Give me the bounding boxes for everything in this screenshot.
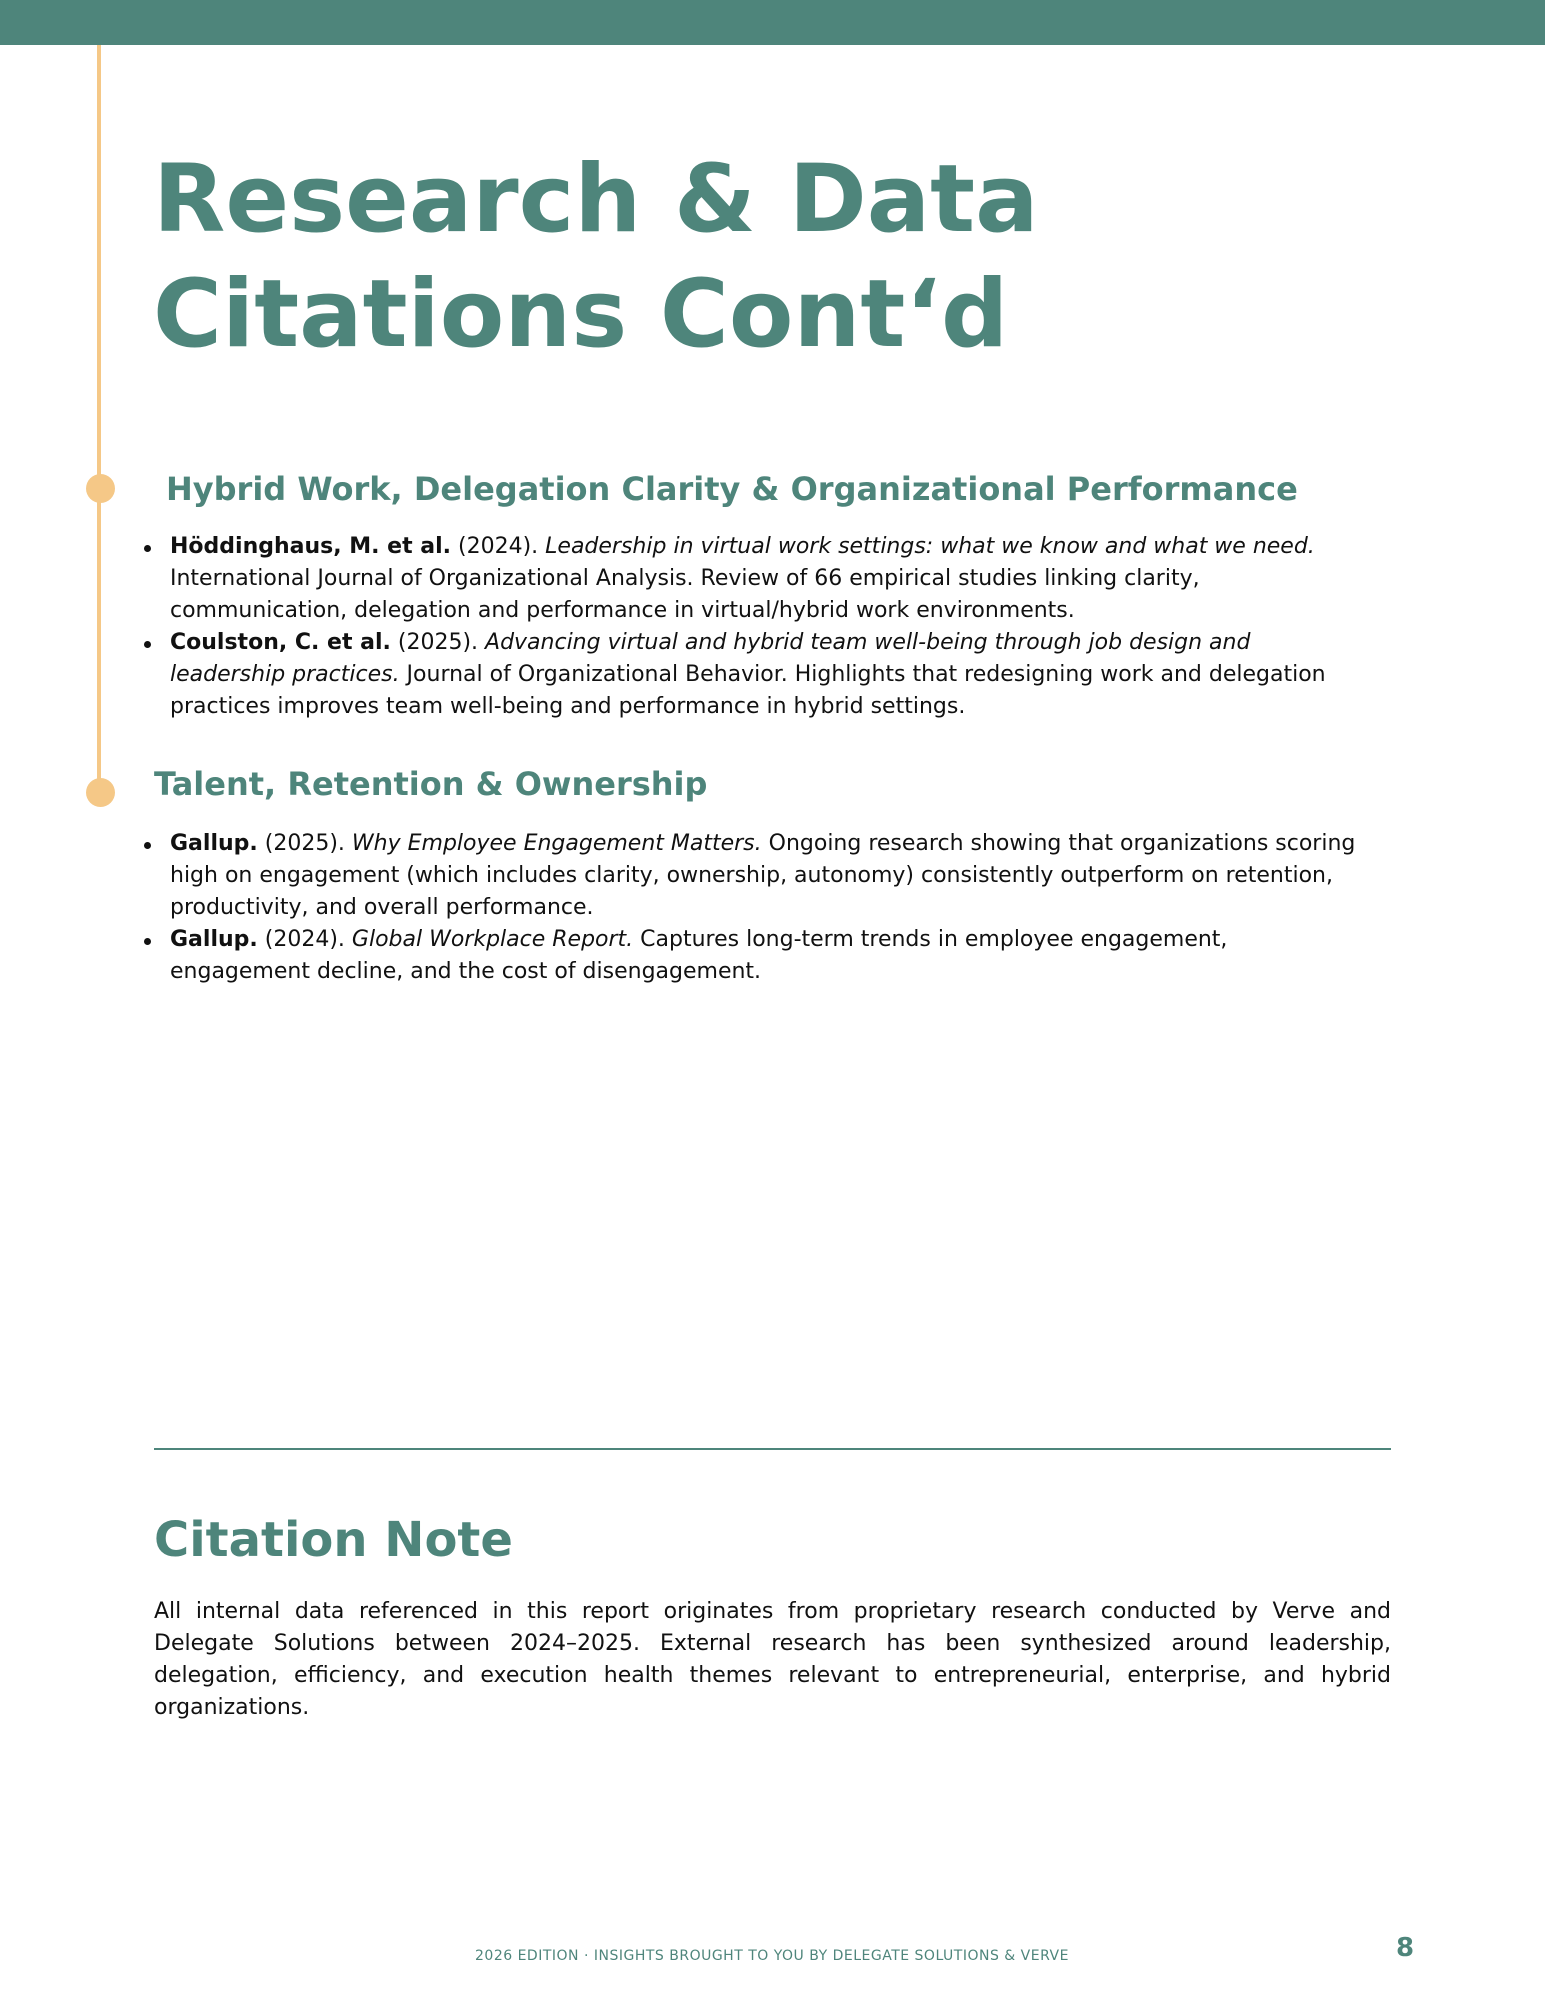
reference-description: Captures long-term trends in employee engagement, engagement decline, and the cost of disengagement.	[170, 927, 1228, 984]
reference-list-talent-retention	[170, 828, 1370, 988]
reference-author: Coulston, C. et al.	[170, 630, 391, 655]
reference-list-hybrid-work	[170, 531, 1370, 723]
footer-text: 2026 EDITION · INSIGHTS BROUGHT TO YOU BY DELEGATE SOLUTIONS & VERVE	[475, 1948, 1069, 1964]
reference-description: International Journal of Organizational Analysis. Review of 66 empirical studies linking clarity, communication, delegation and performance in virtual/hybrid work environments.	[170, 566, 1200, 623]
reference-description: Ongoing research showing that organizations scoring high on engagement (which includes clarity, ownership, autonomy) consistently outperform on retention, productivity, and overall performance.	[170, 831, 1356, 920]
reference-description: Journal of Organizational Behavior. Highlights that redesigning work and delegation practices improves team well-being and performance in hybrid settings.	[170, 662, 1326, 719]
reference-year: (2025).	[257, 831, 352, 856]
citation-note-heading: Citation Note	[154, 1512, 513, 1568]
page-title	[153, 142, 1253, 372]
page-number: 8	[1395, 1933, 1415, 1963]
section-heading-talent-retention: Talent, Retention & Ownership	[154, 765, 708, 803]
reference-year: (2025).	[390, 630, 486, 655]
citation-note-body: All internal data referenced in this report originates from proprietary research conducted by Verve and Delegate Solutions between 2024–2025. External research has been synthesized around leadership, delegation, efficiency, and execution health themes relevant to entrepreneurial, enterprise, and hybrid organizations.	[154, 1599, 1391, 1720]
reference-year: (2024).	[257, 927, 352, 952]
reference-item	[170, 627, 1370, 723]
reference-author: Höddinghaus, M. et al.	[170, 534, 452, 559]
reference-year: (2024).	[451, 534, 546, 559]
reference-item	[170, 924, 1370, 988]
reference-author: Gallup.	[170, 831, 258, 856]
reference-title: Why Employee Engagement Matters.	[351, 831, 762, 856]
timeline-dot-hybrid	[86, 474, 115, 503]
reference-title: Global Workplace Report.	[351, 927, 634, 952]
section-divider	[154, 1448, 1391, 1450]
page-title-line-1: Research & Data	[153, 145, 1039, 254]
top-color-bar	[0, 0, 1545, 45]
reference-item	[170, 531, 1370, 627]
section-heading-hybrid-work: Hybrid Work, Delegation Clarity & Organizational Performance	[166, 470, 1298, 508]
timeline-line	[97, 45, 101, 793]
reference-item	[170, 828, 1370, 924]
reference-author: Gallup.	[170, 927, 258, 952]
reference-title: Leadership in virtual work settings: what we know and what we need.	[545, 534, 1315, 559]
page-title-line-2: Citations Cont‘d	[153, 260, 1009, 369]
timeline-dot-talent	[86, 778, 115, 807]
reference-title: Advancing virtual and hybrid team well-being through job design and leadership practices.	[170, 630, 1251, 687]
